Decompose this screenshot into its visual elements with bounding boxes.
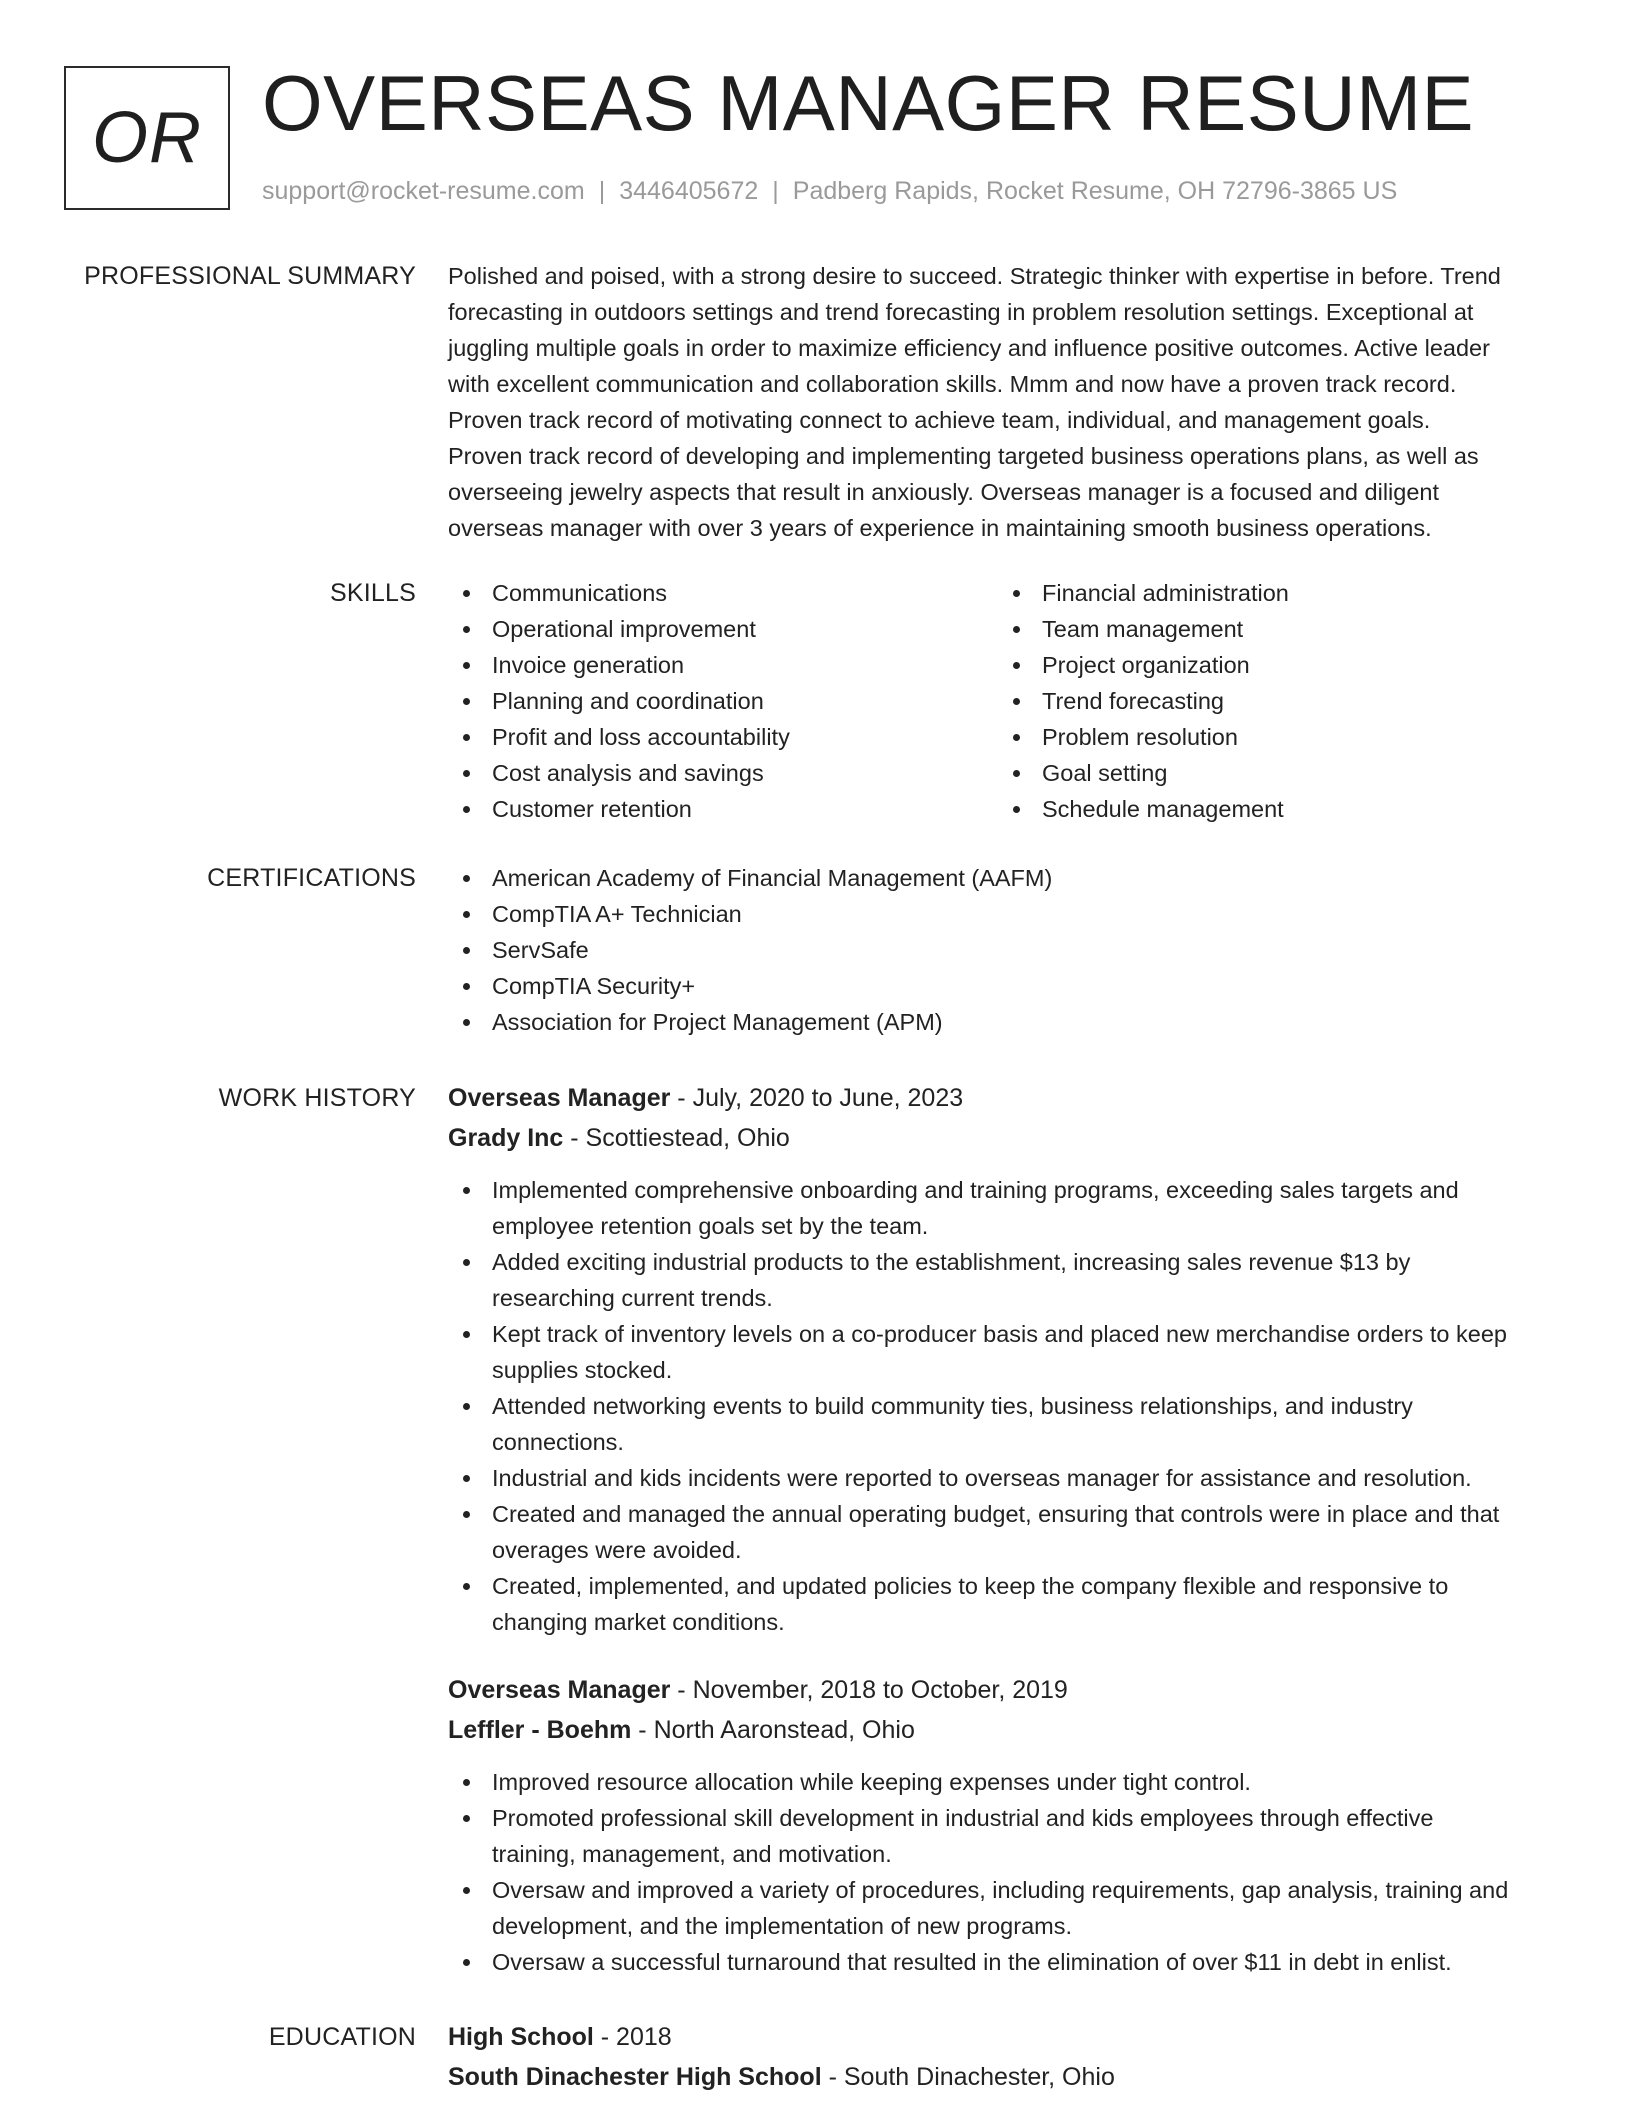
section-heading: EDUCATION (268, 2023, 416, 2051)
job-dates: - July, 2020 to June, 2023 (670, 1084, 964, 1112)
list-item: Financial administration (998, 575, 1548, 611)
list-item (448, 1944, 1568, 1980)
list-item: Team management (998, 611, 1548, 647)
job-bullets (448, 1172, 1568, 1640)
job-entry (448, 1670, 1568, 1980)
summary-line: forecasting in outdoors settings and trend forecasting in problem resolution settings. Exceptional at (448, 299, 1474, 325)
bullet-line: researching current trends. (492, 1285, 773, 1311)
job-title-line (448, 1670, 1568, 1710)
bullet-line: Oversaw and improved a variety of procedures, including requirements, gap analysis, training and (492, 1877, 1509, 1903)
work-history-body (448, 1078, 1568, 1980)
list-item (448, 1568, 1568, 1640)
list-item: Invoice generation (448, 647, 998, 683)
list-item (448, 1800, 1568, 1872)
bullet-line: Added exciting industrial products to the establishment, increasing sales revenue $13 by (492, 1249, 1411, 1275)
list-item: Project organization (998, 647, 1548, 683)
contact-separator: | (772, 177, 779, 205)
bullet-line: Oversaw a successful turnaround that resulted in the elimination of over $11 in debt in enlist. (492, 1949, 1452, 1975)
list-item: Operational improvement (448, 611, 998, 647)
summary-line: overseas manager with over 3 years of experience in maintaining smooth business operations. (448, 515, 1432, 541)
page-title: OVERSEAS MANAGER RESUME (262, 59, 1475, 147)
list-item: Schedule management (998, 791, 1548, 827)
list-item: Cost analysis and savings (448, 755, 998, 791)
list-item (448, 1172, 1568, 1244)
email-link[interactable]: support@rocket-resume.com (262, 177, 585, 205)
job-company-line (448, 1710, 1568, 1750)
list-item: Goal setting (998, 755, 1548, 791)
contact-line (262, 176, 1397, 206)
school-line (448, 2057, 1568, 2097)
job-dates: - November, 2018 to October, 2019 (670, 1676, 1068, 1704)
summary-line: Polished and poised, with a strong desire to succeed. Strategic thinker with expertise in before. Trend (448, 263, 1501, 289)
bullet-line: Improved resource allocation while keeping expenses under tight control. (492, 1769, 1251, 1795)
address: Padberg Rapids, Rocket Resume, OH 72796-3865 US (792, 177, 1398, 205)
list-item: ServSafe (448, 932, 1568, 968)
job-title: Overseas Manager (448, 1676, 671, 1704)
bullet-line: Kept track of inventory levels on a co-producer basis and placed new merchandise orders to keep (492, 1321, 1507, 1347)
list-item: Profit and loss accountability (448, 719, 998, 755)
summary-line: Proven track record of motivating connect to achieve team, individual, and management goals. (448, 407, 1431, 433)
skills-list-left (448, 575, 998, 827)
job-bullets (448, 1764, 1568, 1980)
company-name: Grady Inc (448, 1124, 564, 1152)
contact-separator: | (598, 177, 606, 205)
section-heading: CERTIFICATIONS (207, 864, 416, 892)
list-item (448, 1460, 1568, 1496)
list-item (448, 1496, 1568, 1568)
bullet-line: Created, implemented, and updated policies to keep the company flexible and responsive to (492, 1573, 1449, 1599)
bullet-line: connections. (492, 1429, 624, 1455)
list-item: CompTIA A+ Technician (448, 896, 1568, 932)
list-item (448, 1244, 1568, 1316)
job-company-line (448, 1118, 1568, 1158)
summary-line: with excellent communication and collaboration skills. Mmm and now have a proven track record. (448, 371, 1457, 397)
bullet-line: development, and the implementation of new programs. (492, 1913, 1072, 1939)
certifications-body (448, 860, 1568, 1040)
bullet-line: Promoted professional skill development in industrial and kids employees through effective (492, 1805, 1434, 1831)
job-title: Overseas Manager (448, 1084, 671, 1112)
degree-line (448, 2017, 1568, 2057)
phone-number[interactable]: 3446405672 (619, 177, 759, 205)
bullet-line: employee retention goals set by the team. (492, 1213, 929, 1239)
summary-text (448, 258, 1568, 546)
bullet-line: training, management, and motivation. (492, 1841, 892, 1867)
list-item: Customer retention (448, 791, 998, 827)
skills-list-right (998, 575, 1548, 827)
summary-line: Proven track record of developing and implementing targeted business operations plans, as well as (448, 443, 1479, 469)
list-item (448, 1388, 1568, 1460)
list-item: CompTIA Security+ (448, 968, 1568, 1004)
company-location: - North Aaronstead, Ohio (631, 1716, 915, 1744)
company-name: Leffler - Boehm (448, 1716, 632, 1744)
list-item: Planning and coordination (448, 683, 998, 719)
list-item: American Academy of Financial Management (AAFM) (448, 860, 1568, 896)
certifications-list (448, 860, 1568, 1040)
graduation-year: - 2018 (593, 2023, 672, 2051)
list-item (448, 1764, 1568, 1800)
school-name: South Dinachester High School (448, 2063, 822, 2091)
bullet-line: changing market conditions. (492, 1609, 785, 1635)
bullet-line: supplies stocked. (492, 1357, 673, 1383)
list-item (448, 1872, 1568, 1944)
education-body (448, 2017, 1568, 2097)
bullet-line: Attended networking events to build community ties, business relationships, and industry (492, 1393, 1413, 1419)
skills-columns (448, 575, 1568, 827)
list-item: Association for Project Management (APM) (448, 1004, 1568, 1040)
section-heading: WORK HISTORY (218, 1084, 416, 1112)
company-location: - Scottiestead, Ohio (563, 1124, 790, 1152)
list-item: Trend forecasting (998, 683, 1548, 719)
job-entry (448, 1078, 1568, 1640)
list-item (448, 1316, 1568, 1388)
summary-line: juggling multiple goals in order to maximize efficiency and influence positive outcomes. Active leader (448, 335, 1490, 361)
bullet-line: Created and managed the annual operating budget, ensuring that controls were in place and that (492, 1501, 1500, 1527)
monogram-logo: OR (64, 66, 230, 210)
section-heading: SKILLS (330, 579, 416, 607)
summary-line: overseeing jewelry aspects that result in anxiously. Overseas manager is a focused and diligent (448, 479, 1440, 505)
bullet-line: Implemented comprehensive onboarding and training programs, exceeding sales targets and (492, 1177, 1459, 1203)
degree: High School (448, 2023, 594, 2051)
list-item: Communications (448, 575, 998, 611)
list-item: Problem resolution (998, 719, 1548, 755)
bullet-line: overages were avoided. (492, 1537, 742, 1563)
job-title-line (448, 1078, 1568, 1118)
school-location: - South Dinachester, Ohio (821, 2063, 1115, 2091)
section-heading: PROFESSIONAL SUMMARY (84, 262, 416, 290)
bullet-line: Industrial and kids incidents were reported to overseas manager for assistance and resolution. (492, 1465, 1472, 1491)
